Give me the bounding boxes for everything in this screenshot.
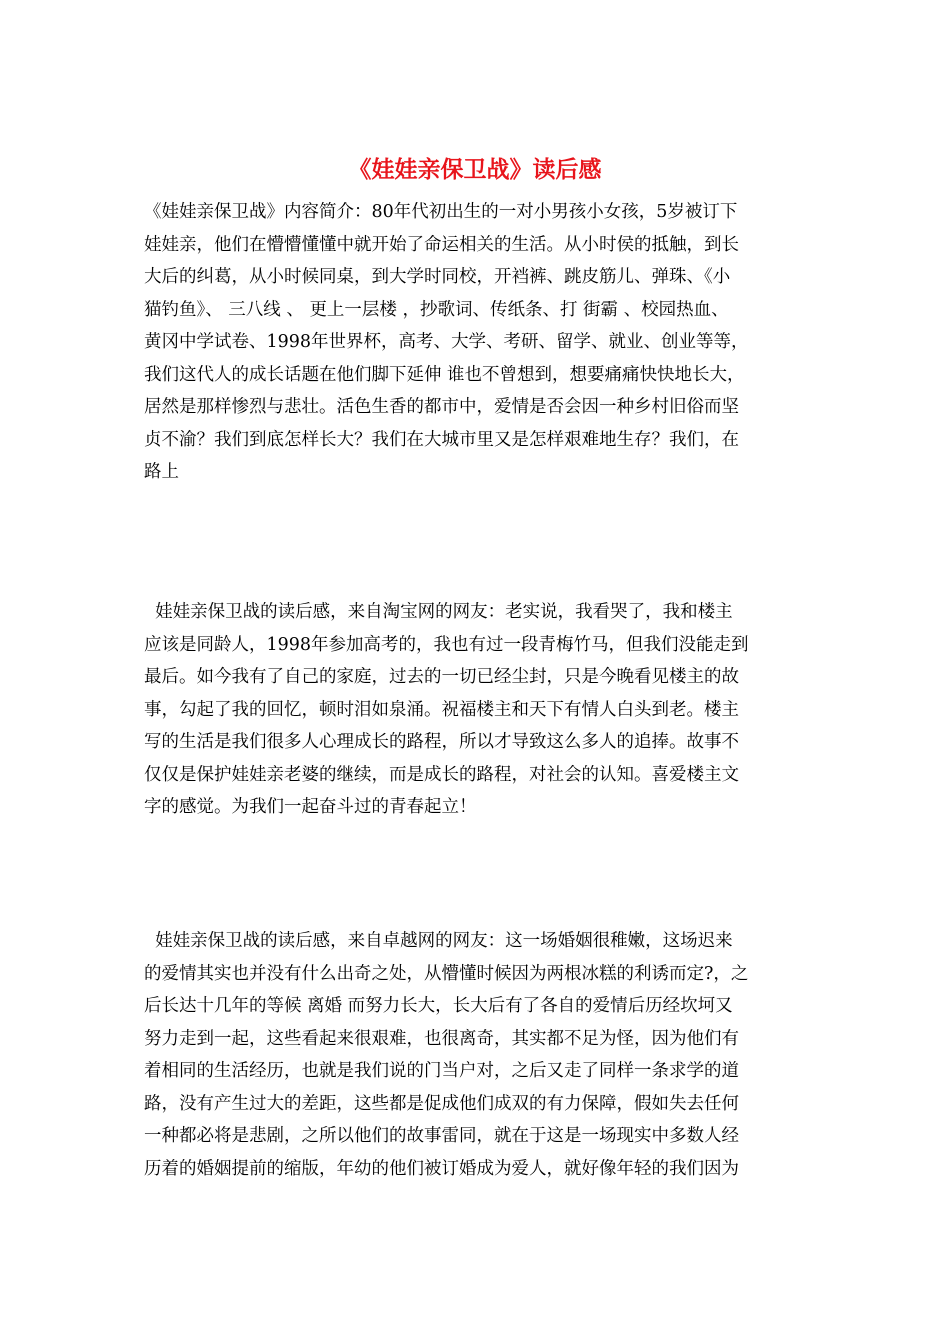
paragraph-line: 贞不渝？我们到底怎样长大？我们在大城市里又是怎样艰难地生存？我们，在 bbox=[144, 429, 739, 450]
paragraph-review-joyo bbox=[144, 925, 808, 1185]
paragraph-line: 仅仅是保护娃娃亲老婆的继续，而是成长的路程，对社会的认知。喜爱楼主文 bbox=[144, 764, 739, 785]
paragraph-line: 《娃娃亲保卫战》内容简介：80年代初出生的一对小男孩小女孩，5岁被订下 bbox=[144, 202, 738, 222]
paragraph-line: 我们这代人的成长话题在他们脚下延伸 谁也不曾想到，想要痛痛快快地长大， bbox=[144, 364, 745, 385]
paragraph-line: 事，勾起了我的回忆，顿时泪如泉涌。祝福楼主和天下有情人白头到老。楼主 bbox=[144, 699, 739, 720]
paragraph-line: 最后。如今我有了自己的家庭，过去的一切已经尘封，只是今晚看见楼主的故 bbox=[144, 667, 739, 687]
paragraph-line: 娃娃亲保卫战的读后感，来自淘宝网的网友：老实说，我看哭了，我和楼主 bbox=[144, 602, 733, 622]
paragraph-line: 猫钓鱼》、 三八线 、 更上一层楼 ，抄歌词、传纸条、打 街霸 、校园热血、 bbox=[144, 299, 729, 320]
paragraph-line: 大后的纠葛，从小时候同桌，到大学时同校，开裆裤、跳皮筋儿、弹珠、《小 bbox=[144, 267, 731, 287]
document-title: 《娃娃亲保卫战》读后感 bbox=[348, 157, 602, 183]
paragraph-line: 应该是同龄人，1998年参加高考的，我也有过一段青梅竹马，但我们没能走到 bbox=[144, 634, 749, 655]
paragraph-line: 路上 bbox=[144, 462, 179, 482]
paragraph-line: 娃娃亲，他们在懵懵懂懂中就开始了命运相关的生活。从小时侯的抵触，到长 bbox=[144, 234, 739, 255]
paragraph-line: 路，没有产生过大的差距，这些都是促成他们成双的有力保障，假如失去任何 bbox=[144, 1093, 739, 1114]
paragraph-line: 字的感觉。为我们一起奋斗过的青春起立！ bbox=[144, 797, 477, 817]
paragraph-line: 的爱情其实也并没有什么出奇之处，从懵懂时候因为两根冰糕的利诱而定?，之 bbox=[144, 963, 749, 984]
paragraph-line: 一种都必将是悲剧，之所以他们的故事雷同，就在于这是一场现实中多数人经 bbox=[144, 1126, 739, 1146]
paragraph-intro bbox=[144, 196, 808, 489]
paragraph-line: 着相同的生活经历，也就是我们说的门当户对，之后又走了同样一条求学的道 bbox=[144, 1061, 739, 1081]
paragraph-line: 历着的婚姻提前的缩版，年幼的他们被订婚成为爱人，就好像年轻的我们因为 bbox=[144, 1158, 739, 1179]
paragraph-line: 后长达十几年的等候 离婚 而努力长大，长大后有了各自的爱情后历经坎坷又 bbox=[144, 996, 733, 1016]
paragraph-line: 黄冈中学试卷、1998年世界杯，高考、大学、考研、留学、就业、创业等等， bbox=[144, 332, 749, 352]
paragraph-line: 努力走到一起，这些看起来很艰难，也很离奇，其实都不足为怪，因为他们有 bbox=[144, 1028, 739, 1049]
paragraph-line: 娃娃亲保卫战的读后感，来自卓越网的网友：这一场婚姻很稚嫩，这场迟来 bbox=[144, 931, 733, 951]
paragraph-line: 居然是那样惨烈与悲壮。活色生香的都市中，爱情是否会因一种乡村旧俗而坚 bbox=[144, 397, 739, 417]
paragraph-line: 写的生活是我们很多人心理成长的路程，所以才导致这么多人的追捧。故事不 bbox=[144, 732, 739, 752]
paragraph-review-taobao bbox=[144, 596, 808, 824]
